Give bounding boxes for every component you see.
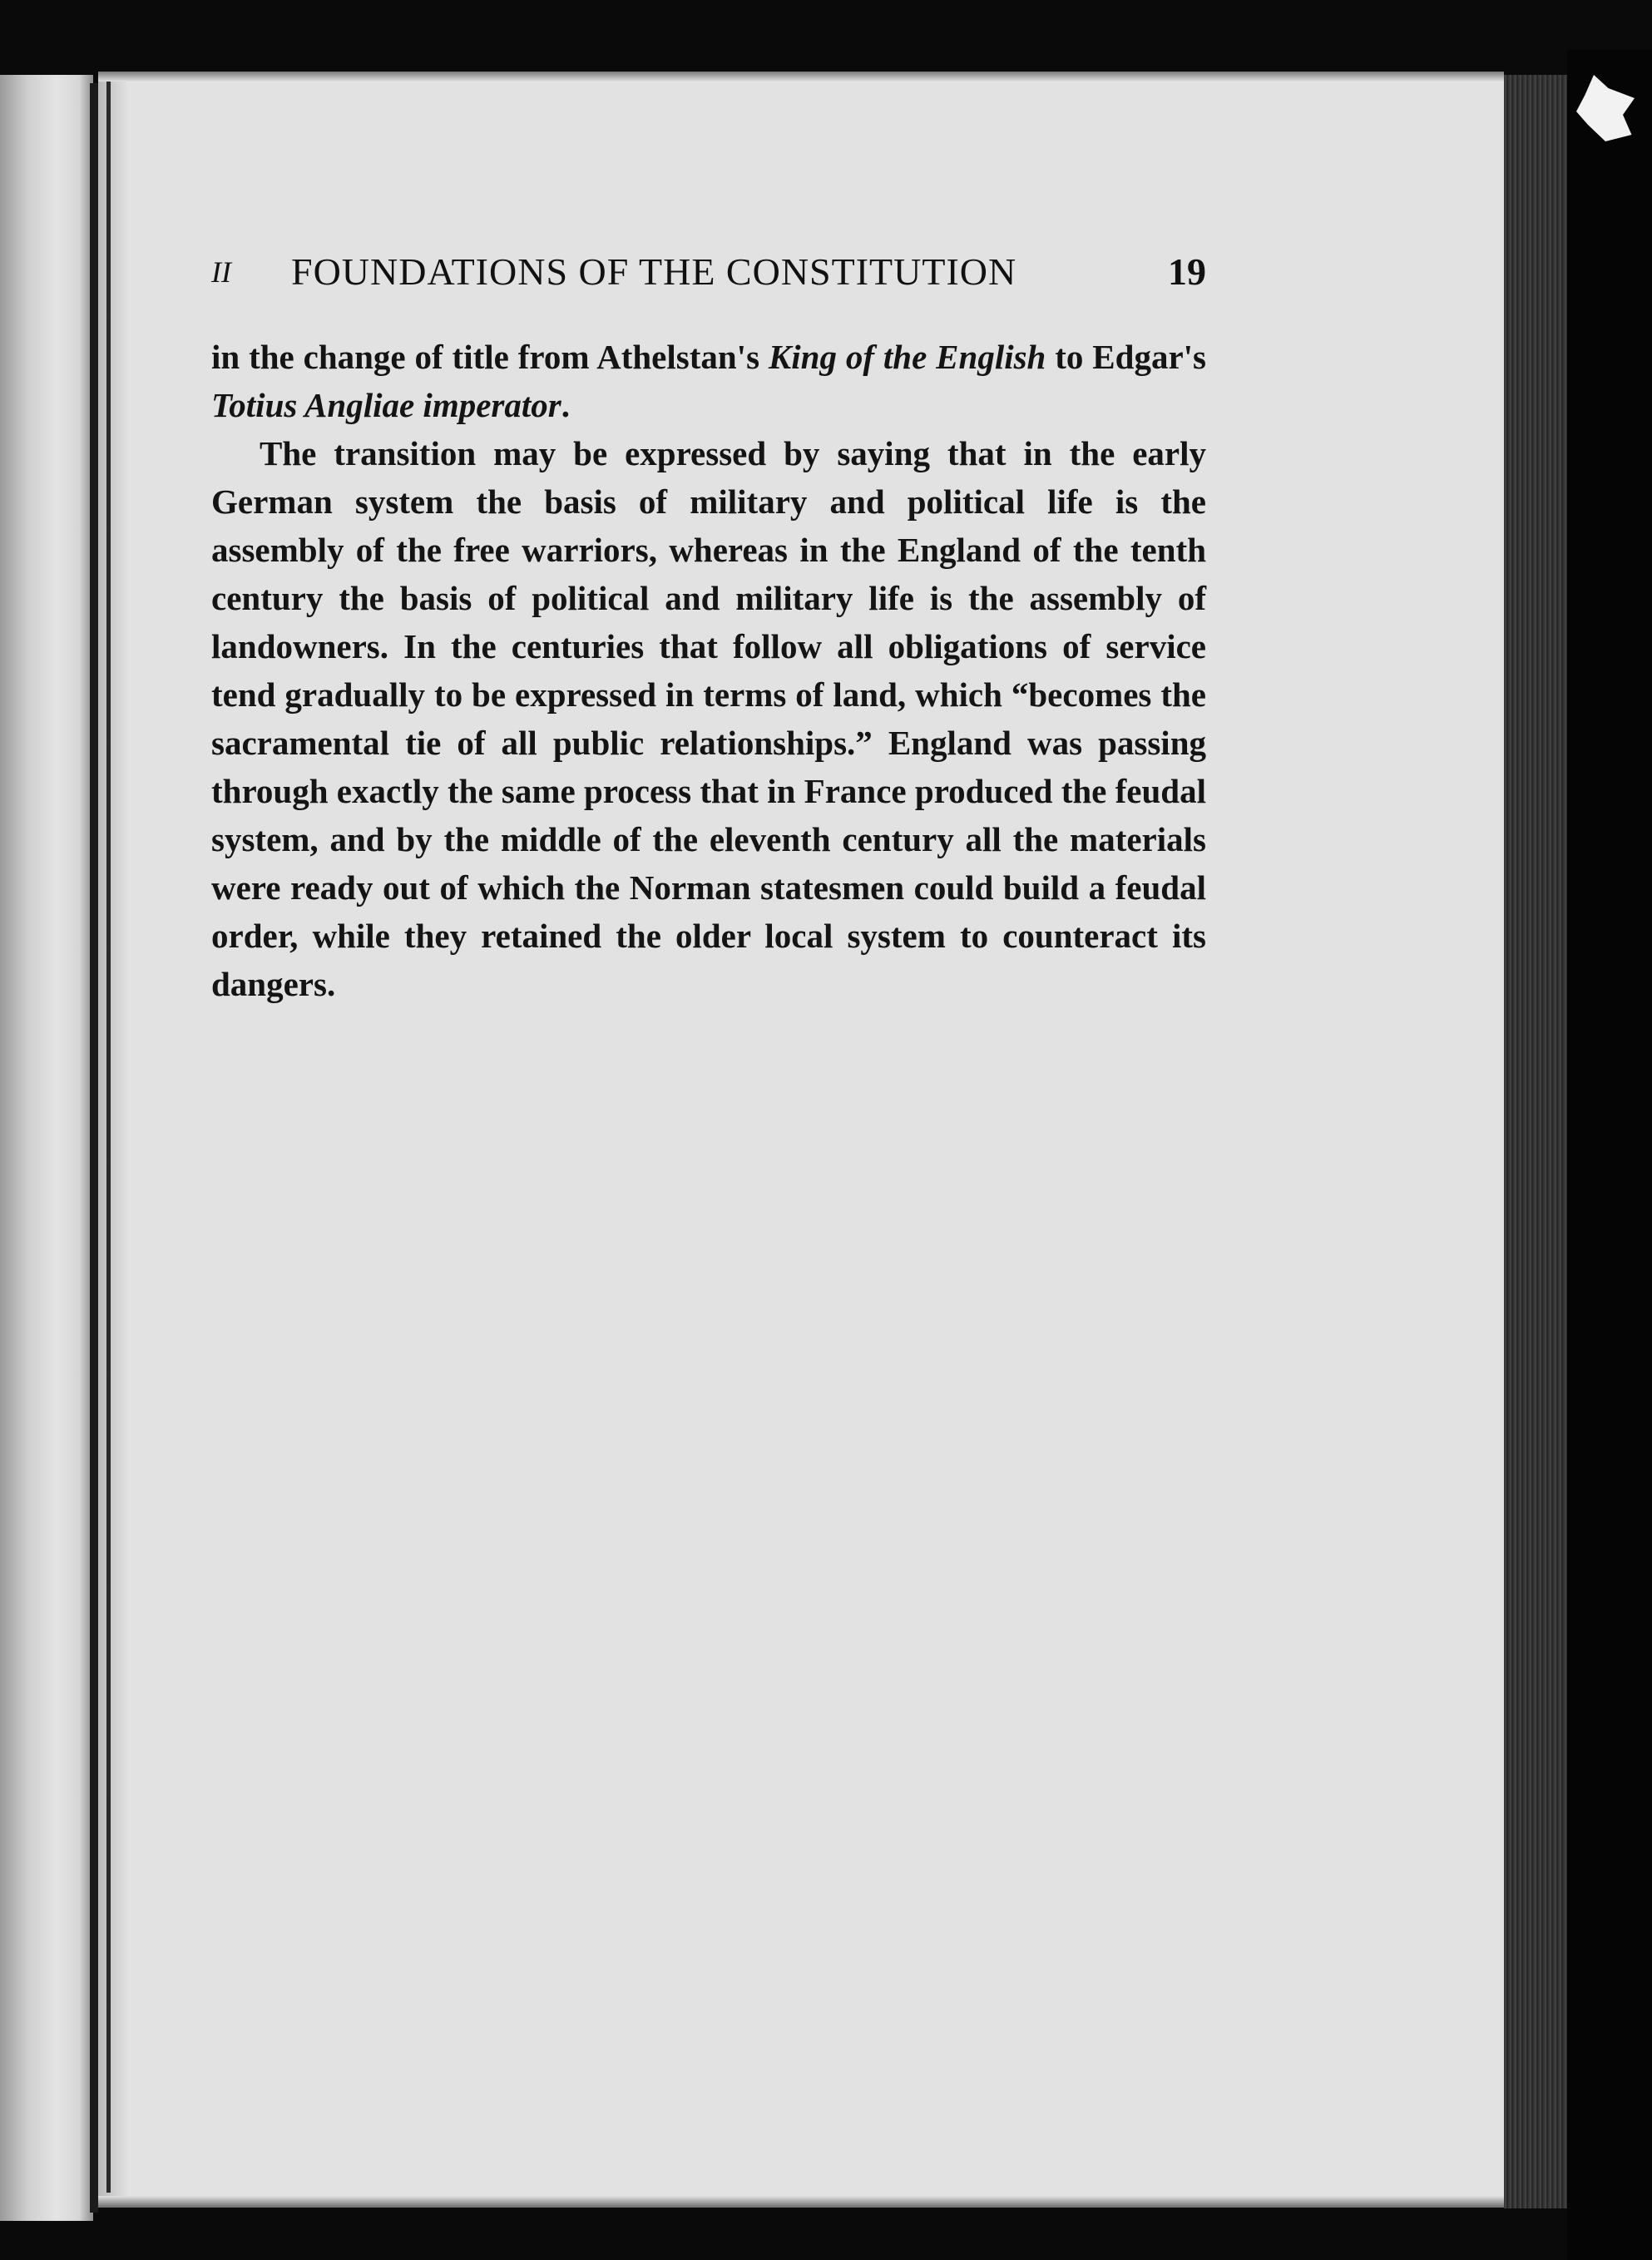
facing-page-edge	[0, 75, 93, 2221]
paragraph-1-text-a: in the change of title from Athelstan's	[211, 338, 769, 376]
paragraph-2: The transition may be expressed by saying that in the early German system the basis of military and political life is the assembly of the free warriors, whereas in the England of the tenth century the basis of political and military life is the assembly of landowners. In the centuries that follow all obligations of service tend gradually to be expressed in terms of land, which “becomes the sacramental tie of all public relationships.” England was passing through exactly the same process that in France produced the feudal system, and by the middle of the eleventh century all the materials were ready out of which the Norman statesmen could build a feudal order, while they retained the older local system to counteract its dangers.	[211, 434, 1206, 1003]
page-top-edge	[98, 72, 1504, 82]
page-bottom-edge	[98, 2196, 1504, 2208]
chapter-number: II	[211, 255, 231, 289]
running-head	[211, 250, 1206, 308]
page-number: 19	[1168, 250, 1206, 293]
book-gutter	[90, 83, 98, 2213]
paragraph-1-text-b: to Edgar's	[1046, 338, 1206, 376]
page-gutter-shadow	[98, 72, 128, 2208]
gutter-line	[106, 80, 111, 2193]
paragraph-1	[211, 333, 1206, 429]
paragraph-1-text-c: .	[561, 386, 570, 424]
running-title: FOUNDATIONS OF THE CONSTITUTION	[291, 250, 1017, 293]
book-cover	[1567, 50, 1652, 2260]
page-stack-edges	[1504, 75, 1567, 2208]
totius-angliae-imperator: Totius Angliae imperator	[211, 386, 561, 424]
page-body	[211, 333, 1206, 1008]
king-of-the-english: King of the English	[768, 338, 1046, 376]
